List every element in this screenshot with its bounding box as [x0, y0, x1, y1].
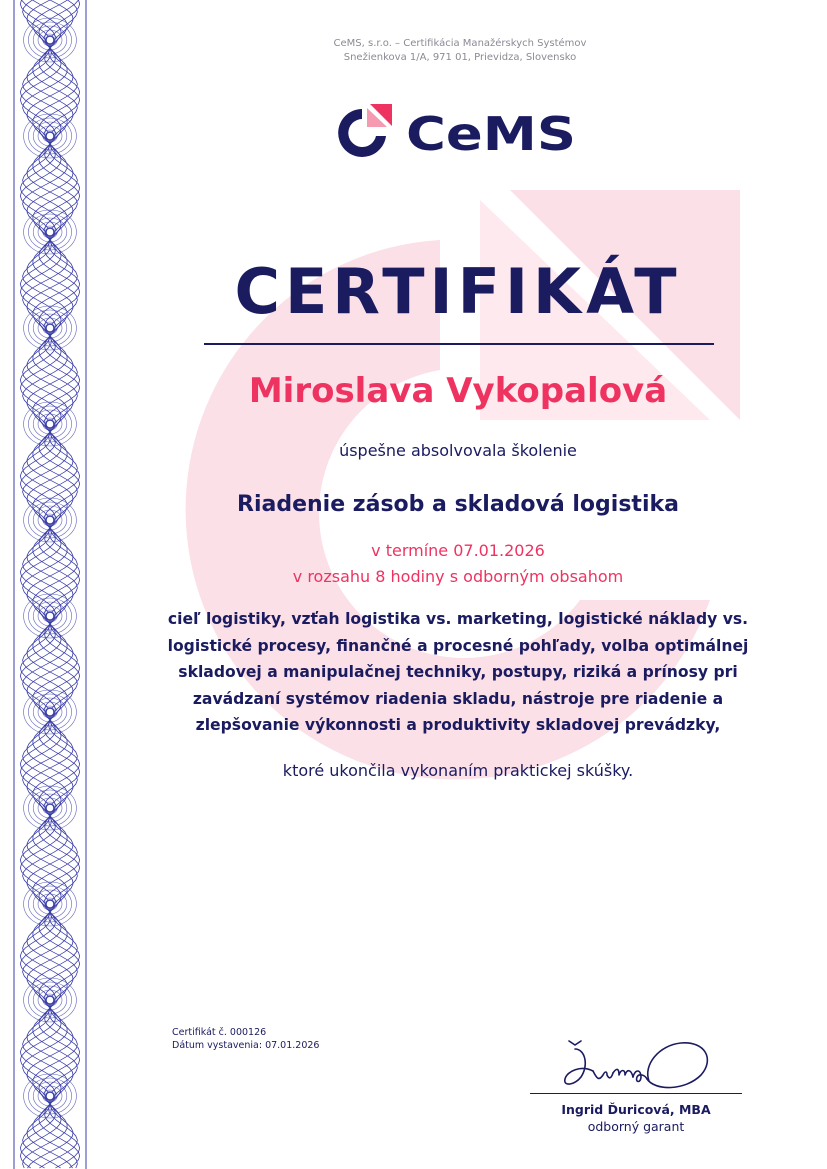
term-date: v termíne 07.01.2026	[371, 541, 545, 560]
content-line: cieľ logistiky, vzťah logistika vs. marketing, logistické náklady vs.	[167, 610, 749, 628]
content-line: zavádzaní systémov riadenia skladu, nástroje pre riadenie a	[192, 689, 724, 708]
recipient-name: Miroslava Vykopalová	[248, 371, 668, 411]
certificate-title: CERTIFIKÁT	[234, 255, 682, 328]
issuer-address	[120, 37, 800, 65]
content-line: logistické procesy, finančné a procesné pohľady, volba optimálnej	[167, 636, 749, 655]
course-content	[160, 606, 756, 739]
issuer-street: Snežienkova 1/A, 971 01, Prievidza, Slovensko	[343, 52, 577, 63]
guilloche-border	[0, 0, 100, 1169]
certificate-number: Certifikát č. 000126	[172, 1027, 267, 1038]
term-scope: v rozsahu 8 hodiny s odborným obsahom	[292, 567, 624, 586]
signer-role: odborný garant	[587, 1119, 685, 1134]
closing-text: ktoré ukončila vykonaním praktickej skúšky.	[282, 761, 634, 780]
issuer-name: CeMS, s.r.o. – Certifikácia Manažérskych Systémov	[333, 38, 587, 49]
content-line: skladovej a manipulačnej techniky, postupy, riziká a prínosy pri	[178, 663, 738, 681]
issue-date: Dátum vystavenia: 07.01.2026	[172, 1040, 320, 1051]
title-divider	[204, 343, 714, 345]
course-name: Riadenie zásob a skladová logistika	[237, 492, 679, 517]
signer-name: Ingrid Ďuricová, MBA	[561, 1102, 711, 1117]
cems-logo-icon	[336, 100, 586, 162]
signature-line	[530, 1093, 742, 1094]
logo-wordmark: CeMS	[406, 107, 576, 161]
content-line: zlepšovanie výkonnosti a produktivity skladovej prevádzky,	[195, 716, 721, 734]
signature-icon	[555, 1035, 715, 1097]
course-term	[120, 538, 796, 590]
certificate-meta	[172, 1026, 319, 1052]
completion-text: úspešne absolvovala školenie	[339, 441, 577, 460]
